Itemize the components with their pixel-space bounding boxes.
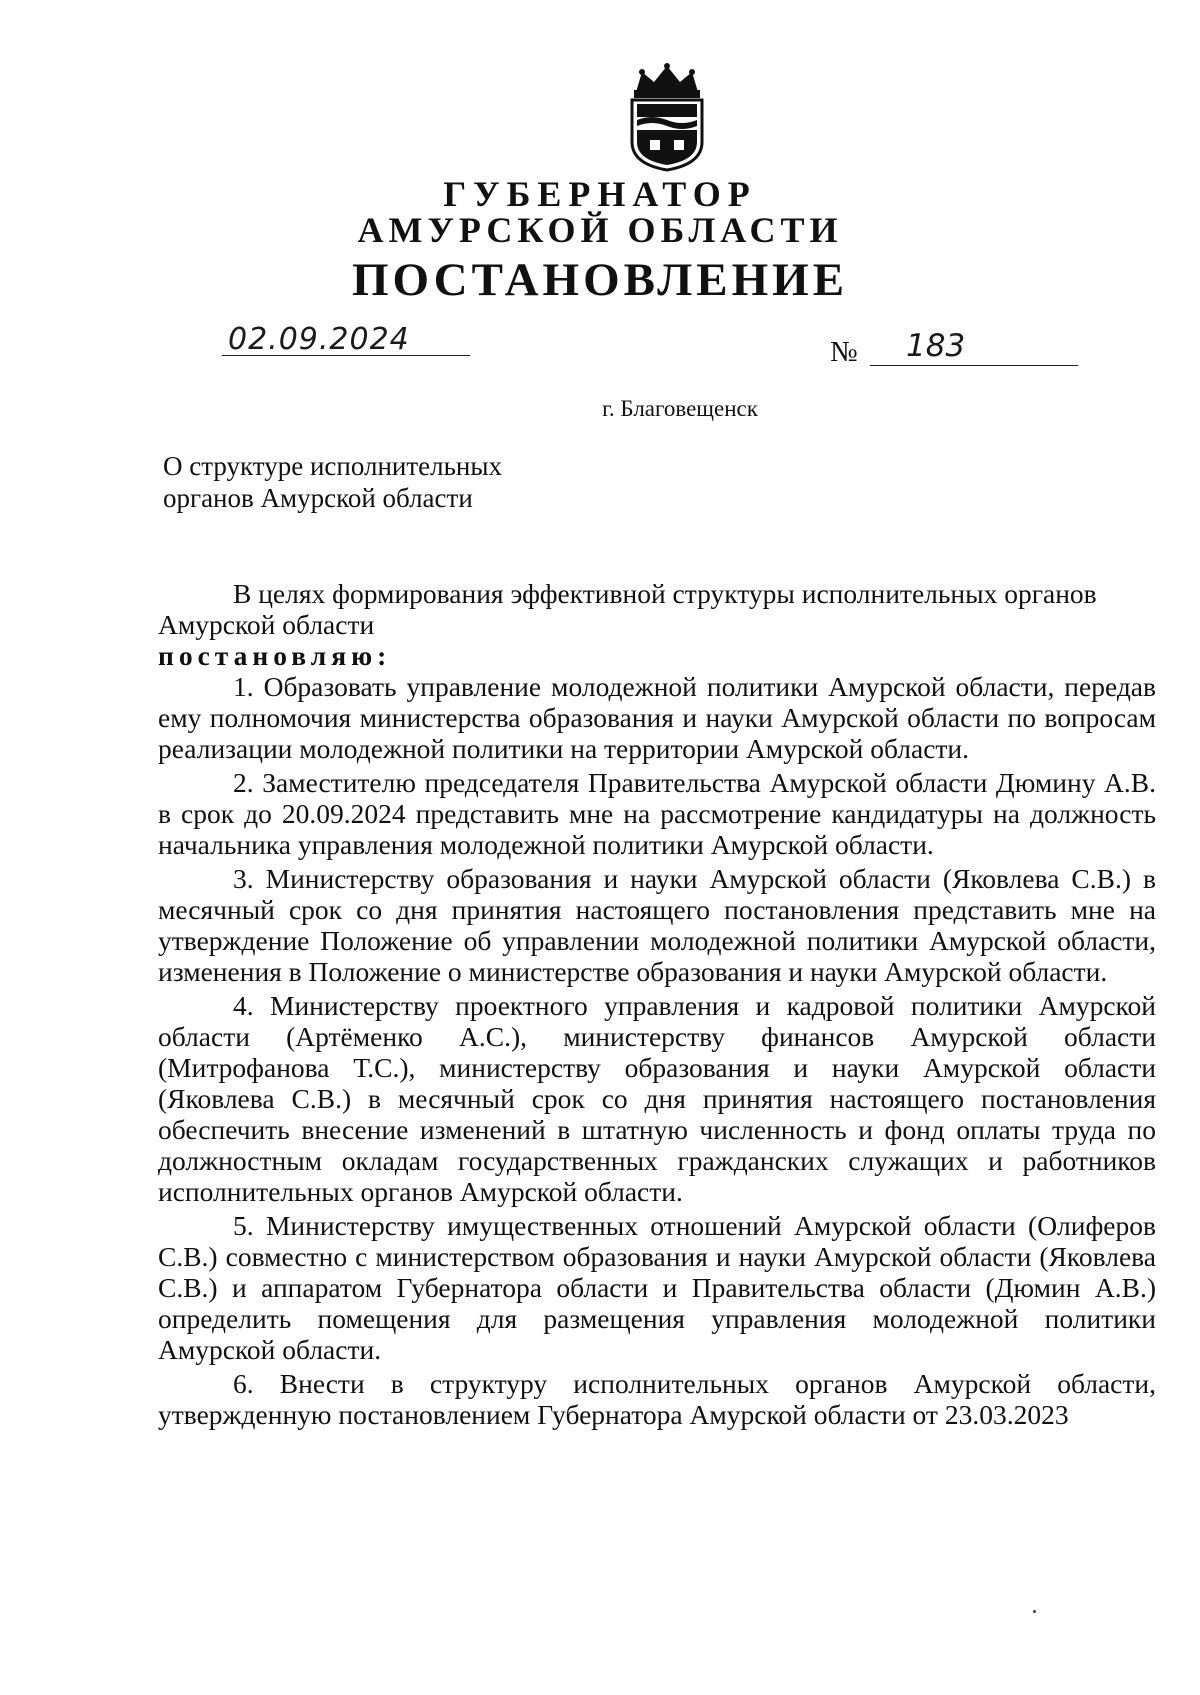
item-1: 1. Образовать управление молодежной политики Амурской области, передав ему полномочия министерства образования и науки Амурской области по вопросам реализации молодежной политики на территории Амурской области. [158,671,1156,764]
subject-line-2: органов Амурской области [163,483,473,513]
item-6: 6. Внести в структуру исполнительных органов Амурской области, утвержденную постановлением Губернатора Амурской области от 23.03.2023 [158,1368,1156,1430]
intro-line-2: Амурской области [158,609,375,640]
header-region: АМУРСКОЙ ОБЛАСТИ [357,210,843,250]
document-type-title: ПОСТАНОВЛЕНИЕ [351,254,849,306]
decree-word: постановляю: [158,640,392,671]
item-4: 4. Министерству проектного управления и кадровой политики Амурской области (Артёменко А.С.), министерству финансов Амурской области (Митрофанова Т.С.), министерству образования и науки Амурской области (Яковлева С.В.) в месячный срок со дня принятия настоящего постановления обеспечить внесение изменений в штатную численность и фонд оплаты труда по должностным окладам государственных гражданских служащих и работников исполнительных органов Амурской области. [158,990,1156,1207]
subject-line-1: О структуре исполнительных [163,451,503,481]
document-subject [163,450,502,514]
document-body [158,578,1156,1430]
document-number: 183 [906,328,966,364]
item-5: 5. Министерству имущественных отношений Амурской области (Олиферов С.В.) совместно с министерством образования и науки Амурской области (Яковлева С.В.) и аппаратом Губернатора области и Правительства области (Дюмин А.В.) определить помещения для размещения управления молодежной политики Амурской области. [158,1210,1156,1365]
number-underline [870,365,1078,366]
date-underline [222,355,470,356]
scan-speck [1033,1610,1036,1613]
document-date: 02.09.2024 [228,322,410,357]
number-sign: № [830,336,858,368]
item-3: 3. Министерству образования и науки Амурской области (Яковлева С.В.) в месячный срок со дня принятия настоящего постановления представить мне на утверждение Положение об управлении молодежной политики Амурской области, изменения в Положение о министерстве образования и науки Амурской области. [158,863,1156,987]
city-name: г. Благовещенск [602,396,758,421]
amur-region-coat-of-arms-icon [622,62,712,172]
header-governor: ГУБЕРНАТОР [443,174,757,214]
item-2: 2. Заместителю председателя Правительства Амурской области Дюмину А.В. в срок до 20.09.2024 представить мне на рассмотрение кандидатуры на должность начальника управления молодежной политики Амурской области. [158,767,1156,860]
intro-line-1: В целях формирования эффективной структуры исполнительных органов [233,578,1097,609]
